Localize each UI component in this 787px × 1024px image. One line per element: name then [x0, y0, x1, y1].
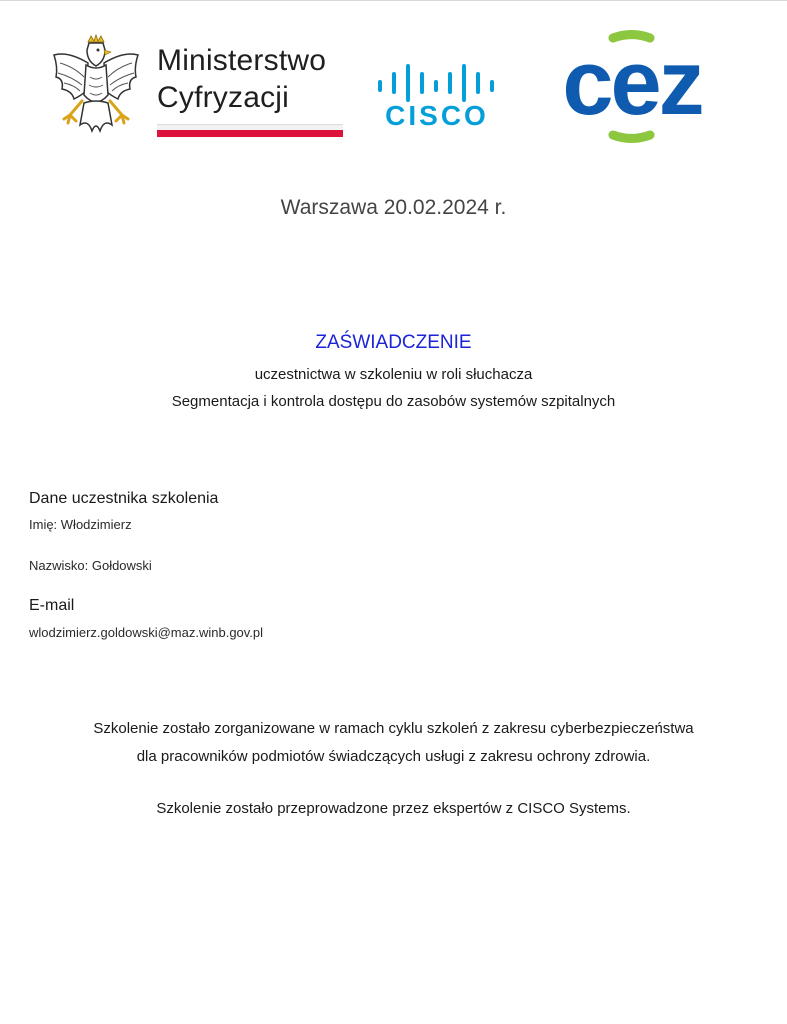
info-line-1: Szkolenie zostało zorganizowane w ramach cyklu szkoleń z zakresu cyberbezpieczeństwa — [93, 720, 694, 737]
cez-logo — [540, 28, 725, 146]
top-border — [0, 0, 787, 1]
polish-eagle-icon — [48, 33, 144, 137]
info-line-3: Szkolenie zostało przeprowadzone przez ekspertów z CISCO Systems. — [156, 800, 631, 817]
certificate-subtitle-role: uczestnictwa w szkoleniu w roli słuchacza — [254, 366, 533, 383]
cisco-logo — [375, 54, 505, 130]
info-line-2: dla pracowników podmiotów świadczących usługi z zakresu ochrony zdrowia. — [136, 748, 651, 765]
ministry-logo-line1: Ministerstwo — [157, 44, 327, 77]
participant-email: wlodzimierz.goldowski@maz.winb.gov.pl — [29, 625, 264, 640]
participant-last-name: Nazwisko: Gołdowski — [29, 558, 152, 573]
flag-red-stripe — [157, 130, 343, 137]
participant-first-name: Imię: Włodzimierz — [29, 517, 132, 532]
ministry-logo-line2: Cyfryzacji — [157, 81, 290, 114]
cisco-logo-text: CISCO — [385, 100, 489, 130]
training-name: Segmentacja i kontrola dostępu do zasobów systemów szpitalnych — [171, 393, 616, 410]
participant-heading: Dane uczestnika szkolenia — [29, 490, 219, 507]
cisco-bars-icon — [378, 64, 494, 102]
certificate-title: ZAŚWIADCZENIE — [315, 332, 472, 353]
cez-logo-text: cez — [562, 32, 702, 134]
place-and-date: Warszawa 20.02.2024 r. — [280, 196, 507, 219]
email-heading: E-mail — [29, 597, 75, 614]
ministry-logo-text — [157, 42, 326, 116]
